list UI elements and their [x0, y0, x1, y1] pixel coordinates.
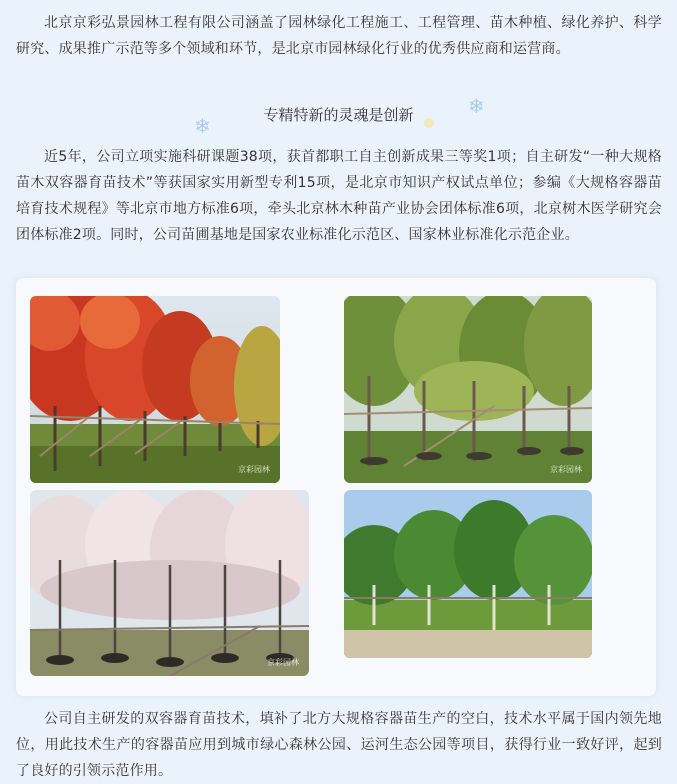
technology-paragraph: 公司自主研发的双容器育苗技术，填补了北方大规格容器苗生产的空白，技术水平属于国内领先地位，用此技术生产的容器苗应用到城市绿心森林公园、运河生态公园等项目，获得行业一致好评，起到了良好的引领示范作用。 [16, 711, 662, 779]
section-heading: 专精特新的灵魂是创新 [263, 106, 414, 124]
snowflake-icon: ❄ [194, 114, 211, 138]
snowflake-icon: ❄ [468, 94, 485, 118]
nursery-photo-blossom-trees [30, 490, 309, 676]
nursery-photo-green-trees [344, 296, 592, 483]
intro-paragraph: 北京京彩弘景园林工程有限公司涵盖了园林绿化工程施工、工程管理、苗木种植、绿化养护、科学研究、成果推广示范等多个领域和环节，是北京市园林绿化行业的优秀供应商和运营商。 [16, 15, 662, 57]
nursery-photo-red-maple [30, 296, 280, 483]
section-heading-block [0, 94, 677, 138]
research-paragraph: 近5年，公司立项实施科研课题38项，获首都职工自主创新成果三等奖1项；自主研发“一种大规格苗木双容器育苗技术”等获国家实用新型专利15项，是北京市知识产权试点单位；参编《大规格容器苗培育技术规程》等北京市地方标准6项，牵头北京林木种苗产业协会团体标准6项，北京树木医学研究会团体标准2项。同时，公司苗圃基地是国家农业标准化示范区、国家林业标准化示范企业。 [16, 149, 662, 243]
photo-watermark: 京彩园林 [550, 465, 582, 474]
photo-gallery-card [16, 278, 656, 696]
nursery-photo-leafy-trees [344, 490, 592, 658]
photo-watermark: 京彩园林 [267, 658, 299, 667]
photo-watermark: 京彩园林 [238, 465, 270, 474]
